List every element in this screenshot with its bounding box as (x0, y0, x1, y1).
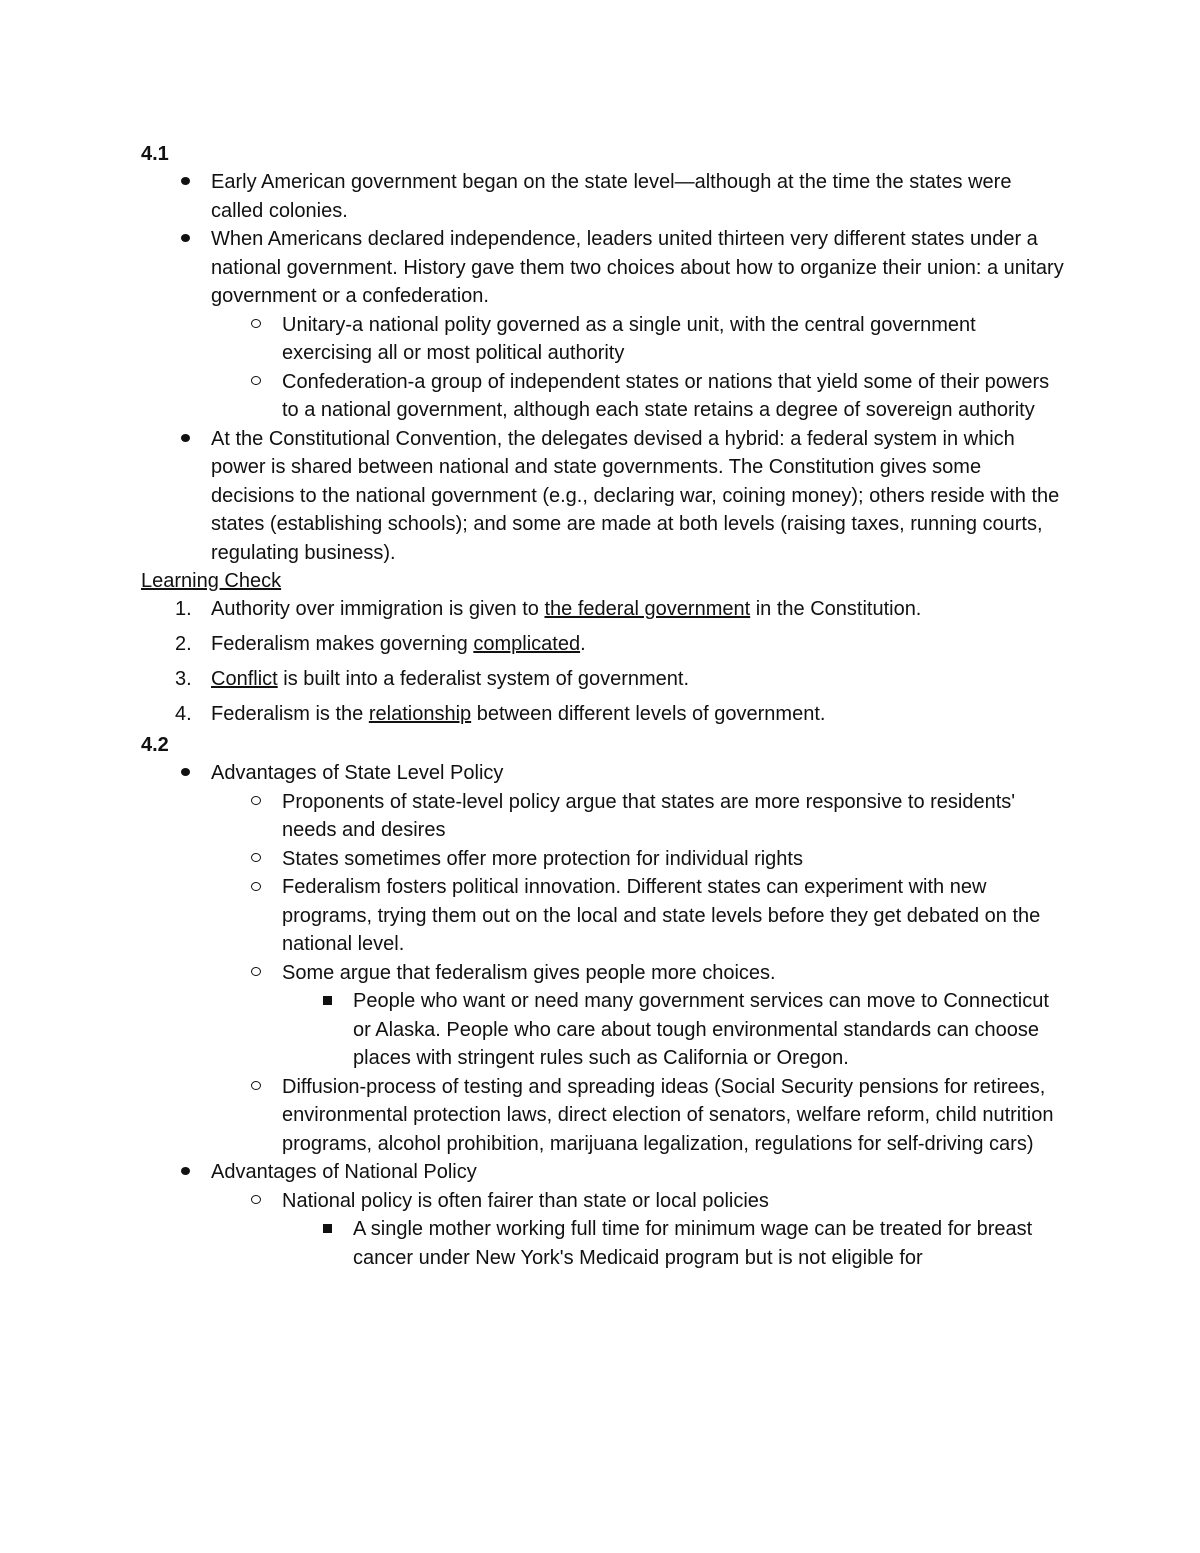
item-text-after: between different levels of government. (471, 703, 826, 725)
bullet-square-icon (317, 1215, 337, 1244)
bullet-circle-icon (246, 368, 266, 397)
learning-check-item (141, 595, 1066, 624)
bullet-dot-icon (175, 225, 195, 254)
section-4-2-list (141, 759, 1066, 788)
list-item-text: Proponents of state-level policy argue that states are more responsive to residents' needs and desires (282, 790, 1016, 841)
choices-detail-list (141, 987, 1066, 1073)
list-item (141, 168, 1066, 225)
list-item-text: At the Constitutional Convention, the delegates devised a hybrid: a federal system in which power is shared between national and state governments. The Constitution gives some decisions to the national government (e.g., declaring war, coining money); others reside with the states (establishing schools); and some are made at both levels (raising taxes, running courts, regulating business). (211, 427, 1060, 564)
list-item (141, 987, 1066, 1073)
learning-check-item (141, 700, 1066, 729)
bullet-circle-icon (246, 845, 266, 874)
list-item (141, 788, 1066, 845)
bullet-square-icon (317, 987, 337, 1016)
bullet-dot-icon (175, 168, 195, 197)
state-advantages-list (141, 788, 1066, 988)
item-text-after: in the Constitution. (750, 598, 922, 620)
item-answer: Conflict (211, 668, 278, 690)
list-item-text: Advantages of National Policy (211, 1161, 477, 1183)
list-item (141, 425, 1066, 568)
section-heading-4-2: 4.2 (141, 734, 169, 756)
bullet-circle-icon (246, 1187, 266, 1216)
item-answer: relationship (368, 703, 472, 725)
item-number: 1. (175, 598, 192, 620)
list-item (141, 1158, 1066, 1187)
item-text-after: is built into a federalist system of government. (277, 668, 690, 690)
list-item (141, 845, 1066, 874)
section-4-1-sublist (141, 311, 1066, 425)
item-text-before: Federalism makes governing (211, 633, 474, 655)
list-item (141, 1073, 1066, 1159)
list-item-text: Diffusion-process of testing and spreading ideas (Social Security pensions for retirees, environmental protection laws, direct election of senators, welfare reform, child nutrition programs, alcohol prohibition, marijuana legalization, regulations for self-driving cars) (282, 1075, 1054, 1155)
list-item (141, 873, 1066, 959)
section-heading-4-1: 4.1 (141, 143, 169, 165)
item-answer: the federal government (544, 598, 751, 620)
list-item (141, 311, 1066, 368)
national-list (141, 1158, 1066, 1187)
learning-check-item (141, 665, 1066, 694)
section-4-1-list-cont (141, 425, 1066, 568)
list-item (141, 1187, 1066, 1216)
bullet-circle-icon (246, 959, 266, 988)
item-text-before: Federalism is the (211, 703, 369, 725)
document-page (141, 140, 1066, 1272)
item-number: 4. (175, 703, 192, 725)
list-item (141, 225, 1066, 311)
list-item-text: Confederation-a group of independent states or nations that yield some of their powers to a national government, although each state retains a degree of sovereign authority (282, 370, 1050, 421)
item-text-before: Authority over immigration is given to (211, 598, 545, 620)
list-item-text: Federalism fosters political innovation. Different states can experiment with new programs, trying them out on the local and state levels before they get debated on the national level. (282, 876, 1041, 955)
national-detail-list (141, 1215, 1066, 1272)
item-text-after: . (580, 633, 586, 655)
diffusion-list (141, 1073, 1066, 1159)
list-item-text: When Americans declared independence, leaders united thirteen very different states under a national government. History gave them two choices about how to organize their union: a unitary government or a confederation. (211, 228, 1064, 307)
list-item-text: National policy is often fairer than state or local policies (282, 1189, 769, 1212)
bullet-dot-icon (175, 1158, 195, 1187)
item-answer: complicated (473, 633, 581, 655)
list-item-text: States sometimes offer more protection for individual rights (282, 847, 803, 870)
list-item-text: Unitary-a national polity governed as a single unit, with the central government exercising all or most political authority (282, 313, 976, 364)
item-number: 3. (175, 668, 192, 690)
list-item-text: Some argue that federalism gives people more choices. (282, 961, 776, 984)
list-item (141, 368, 1066, 425)
national-advantages-list (141, 1187, 1066, 1216)
list-item (141, 959, 1066, 988)
list-item-text: A single mother working full time for minimum wage can be treated for breast cancer under New York's Medicaid program but is not eligible for (353, 1218, 1033, 1269)
bullet-circle-icon (246, 1073, 266, 1102)
list-item (141, 759, 1066, 788)
bullet-circle-icon (246, 873, 266, 902)
learning-check-list (141, 595, 1066, 729)
bullet-dot-icon (175, 425, 195, 454)
item-number: 2. (175, 633, 192, 655)
learning-check-title: Learning Check (141, 570, 282, 592)
list-item-text: Advantages of State Level Policy (211, 762, 504, 784)
list-item-text: People who want or need many government services can move to Connecticut or Alaska. People who care about tough environmental standards can choose places with stringent rules such as California or Oregon. (353, 990, 1049, 1069)
list-item (141, 1215, 1066, 1272)
section-4-1-list (141, 168, 1066, 311)
bullet-circle-icon (246, 311, 266, 340)
learning-check-item (141, 630, 1066, 659)
bullet-dot-icon (175, 759, 195, 788)
bullet-circle-icon (246, 788, 266, 817)
list-item-text: Early American government began on the state level—although at the time the states were called colonies. (211, 171, 1012, 222)
